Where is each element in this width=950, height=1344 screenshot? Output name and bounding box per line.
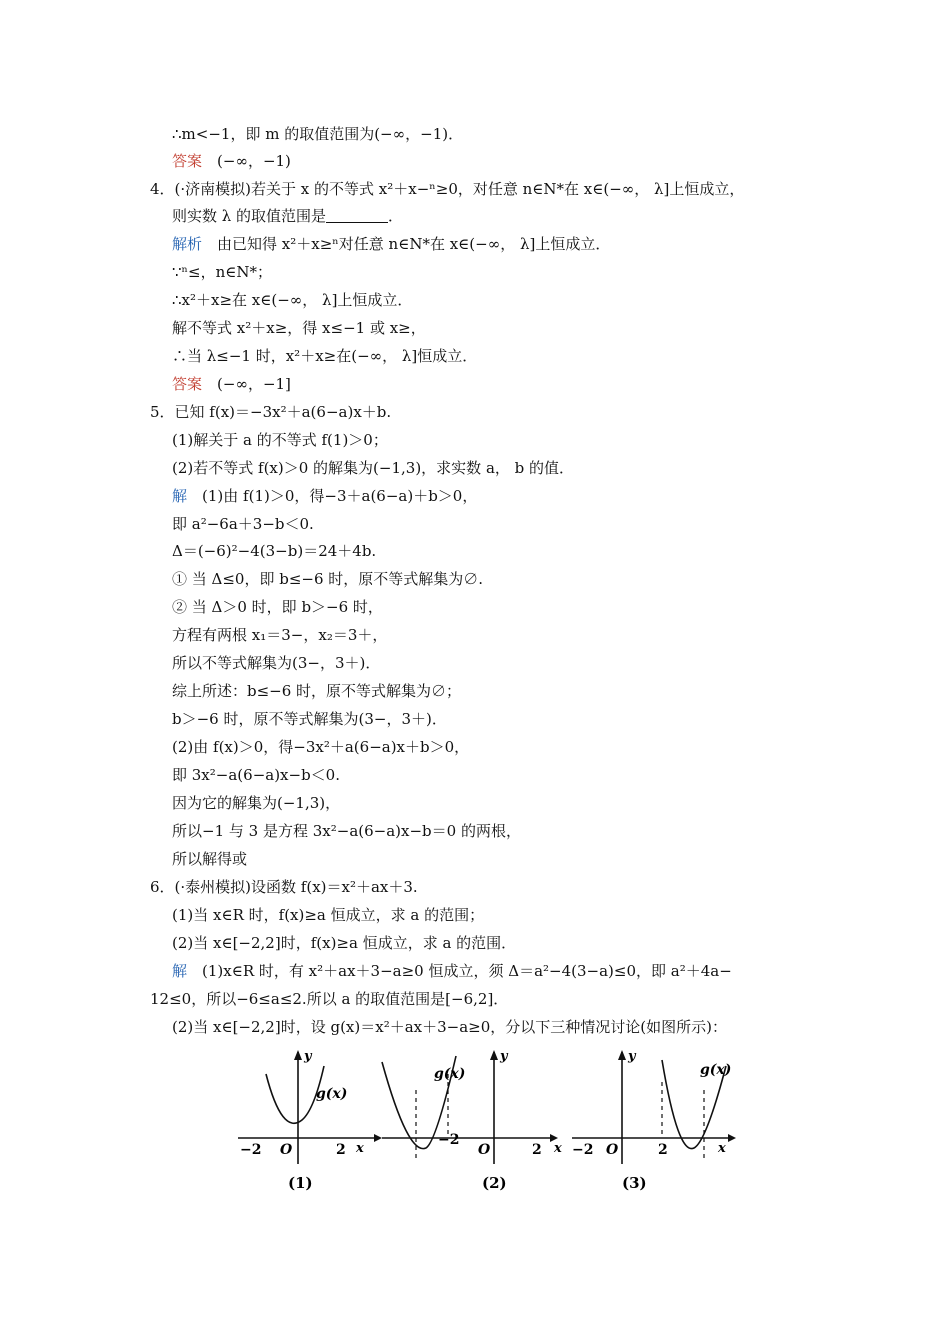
text-line: b＞−6 时，原不等式解集为(3−，3＋)． — [172, 710, 447, 728]
tick-pos-2: 2 — [658, 1142, 668, 1158]
x-axis-arrow — [374, 1134, 382, 1142]
y-axis-arrow — [294, 1050, 302, 1060]
text-line: 因为它的解集为(−1,3)， — [172, 794, 341, 812]
origin-label: O — [478, 1142, 491, 1158]
text-line: ∴x²＋x≥在 x∈(−∞， λ]上恒成立． — [172, 291, 413, 309]
answer-label: 答案 — [172, 375, 203, 393]
text-line: 综上所述：b≤−6 时，原不等式解集为∅； — [172, 682, 462, 700]
answer-line: 答案 (−∞，−1) — [172, 152, 291, 170]
x-label: x — [356, 1141, 364, 1156]
figure-caption: (3) — [622, 1174, 647, 1192]
y-axis-arrow — [618, 1050, 626, 1060]
y-axis-arrow — [490, 1050, 498, 1060]
figure-2 — [382, 1049, 562, 1192]
text-line: ② 当 Δ＞0 时，即 b＞−6 时， — [172, 598, 383, 616]
solution-label: 解 — [172, 487, 188, 505]
figure-1 — [238, 1049, 382, 1192]
answer-line: 答案 (−∞，−1] — [172, 375, 291, 393]
text-line: ∴m<−1，即 m 的取值范围为(−∞，−1)． — [172, 125, 464, 143]
parabola-figures — [232, 1046, 752, 1196]
text-line: 方程有两根 x₁＝3−，x₂＝3＋， — [172, 626, 388, 644]
x-label: x — [718, 1141, 726, 1156]
y-label: y — [304, 1049, 312, 1064]
curve-label: g(x) — [434, 1066, 466, 1082]
text-line: ∴当 λ≤−1 时，x²＋x≥在(−∞， λ]恒成立． — [172, 347, 478, 365]
origin-label: O — [280, 1142, 293, 1158]
text-line: (2)若不等式 f(x)＞0 的解集为(−1,3)，求实数 a， b 的值． — [172, 459, 575, 477]
question-6-line: 6．(·泰州模拟)设函数 f(x)＝x²＋ax＋3. — [150, 878, 418, 896]
figure-caption: (2) — [482, 1174, 507, 1192]
answer-label: 答案 — [172, 152, 203, 170]
analysis-line: 解析 由已知得 x²＋x≥ⁿ对任意 n∈N*在 x∈(−∞， λ]上恒成立． — [172, 235, 611, 253]
text-line: (1)解关于 a 的不等式 f(1)＞0； — [172, 431, 388, 449]
text-line: 即 3x²−a(6−a)x−b＜0. — [172, 766, 340, 784]
question-4-line2: 则实数 λ 的取值范围是 ． — [172, 207, 404, 225]
text-line: ∵ⁿ≤，n∈N*； — [172, 263, 272, 281]
figures-svg — [232, 1046, 752, 1196]
question-5-line: 5．已知 f(x)＝−3x²＋a(6−a)x＋b. — [150, 403, 392, 421]
text-line: (2)当 x∈[−2,2]时，f(x)≥a 恒成立，求 a 的范围． — [172, 934, 517, 952]
text-line: 解不等式 x²＋x≥，得 x≤−1 或 x≥， — [172, 319, 426, 337]
y-label: y — [628, 1049, 636, 1064]
answer-blank — [326, 208, 388, 223]
solution-label: 解 — [172, 962, 188, 980]
text-line: 所以不等式解集为(3−，3＋)． — [172, 654, 381, 672]
text-line: (2)当 x∈[−2,2]时，设 g(x)＝x²＋ax＋3−a≥0，分以下三种情况讨论(如图所示)： — [172, 1018, 727, 1036]
text-line: (2)由 f(x)＞0，得−3x²＋a(6−a)x＋b＞0， — [172, 738, 470, 756]
x-axis-arrow — [728, 1134, 736, 1142]
tick-neg-2: −2 — [438, 1132, 460, 1148]
text-line: 12≤0，所以−6≤a≤2.所以 a 的取值范围是[−6,2]． — [150, 990, 509, 1008]
text-line: 所以解得或 — [172, 850, 248, 868]
question-4-line: 4．(·济南模拟)若关于 x 的不等式 x²＋x−ⁿ≥0，对任意 n∈N*在 x∈(−∞， λ]上恒成立， — [150, 180, 745, 198]
text-line: 所以−1 与 3 是方程 3x²−a(6−a)x−b＝0 的两根， — [172, 822, 521, 840]
figure-caption: (1) — [288, 1174, 313, 1192]
text-line: (1)当 x∈R 时，f(x)≥a 恒成立，求 a 的范围； — [172, 906, 485, 924]
tick-neg-2: −2 — [572, 1142, 594, 1158]
figure-3 — [572, 1049, 736, 1192]
text-line: Δ＝(−6)²−4(3−b)＝24＋4b. — [172, 542, 377, 560]
text-line: ① 当 Δ≤0，即 b≤−6 时，原不等式解集为∅. — [172, 570, 484, 588]
tick-pos-2: 2 — [336, 1142, 346, 1158]
analysis-label: 解析 — [172, 235, 203, 253]
x-label: x — [554, 1141, 562, 1156]
text-line: 即 a²−6a＋3−b＜0. — [172, 515, 314, 533]
curve-label: g(x) — [700, 1062, 732, 1078]
tick-neg-2: −2 — [240, 1142, 262, 1158]
y-label: y — [500, 1049, 508, 1064]
solution-line: 解 (1)x∈R 时，有 x²＋ax＋3−a≥0 恒成立，须 Δ＝a²−4(3−a)≤0，即 a²＋4a− — [172, 962, 732, 980]
origin-label: O — [606, 1142, 619, 1158]
tick-pos-2: 2 — [532, 1142, 542, 1158]
curve-label: g(x) — [316, 1086, 348, 1102]
solution-line: 解 (1)由 f(1)＞0，得−3＋a(6−a)＋b＞0， — [172, 487, 478, 505]
